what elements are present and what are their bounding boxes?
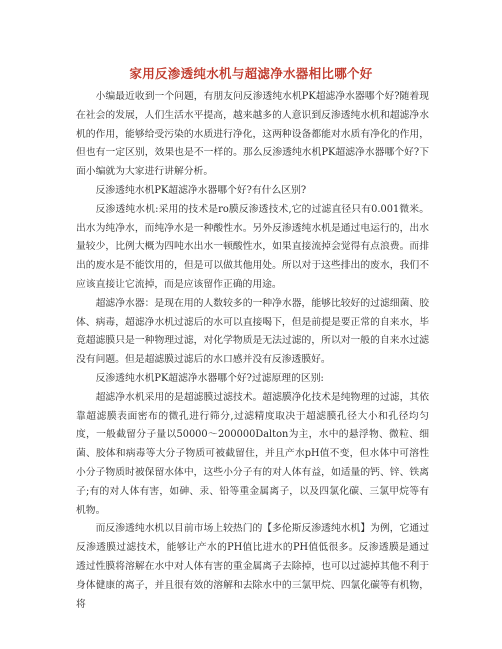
article-title: 家用反渗透纯水机与超滤净水器相比哪个好 (129, 66, 373, 81)
paragraph-ro-principle: 而反渗透纯水机以目前市场上较热门的【多伦斯反渗透纯水机】为例，它通过反渗透膜过滤技术，能够让产水的PH值比进水的PH值低很多。反渗透膜是通过透过性膜将溶解在水中对人体有害的重金属离子去除掉，也可以过滤掉其他不利于身体健康的离子，并且很有效的溶解和去除水中的三氯甲烷、四氯化碳等有机物，将 (76, 523, 429, 610)
paragraph-question-difference: 反渗透纯水机PK超滤净水器哪个好?有什么区别? (95, 184, 307, 196)
article-body (76, 88, 429, 614)
paragraph-intro: 小编最近收到一个问题，有朋友问反渗透纯水机PK超滤净水器哪个好?随着现在社会的发展，人们生活水平提高，越来越多的人意识到反渗透纯水机和超滤净水机的作用，能够给受污染的水质进行净化，这两种设备都能对水质有净化的作用，但也有一定区别，效果也是不一样的。那么反渗透纯水机PK超滤净水器哪个好?下面小编就为大家进行讲解分析。 (76, 91, 429, 178)
paragraph-uf-purifier: 超滤净水器：是现在用的人数较多的一种净水器，能够比较好的过滤细菌、胶体、病毒，超滤净水机过滤后的水可以直接喝下，但是前提是要正常的自来水，毕竟超滤膜只是一种物理过滤，对化学物质是无法过滤的，所以对一般的自来水过滤没有问题。但是超滤膜过滤后的水口感并没有反渗透膜好。 (76, 297, 429, 366)
paragraph-ro-purifier: 反渗透纯水机:采用的技术是ro膜反渗透技术,它的过滤直径只有0.001微米。出水为纯净水，而纯净水是一种酸性水。另外反渗透纯水机是通过电运行的，出水量较少，比例大概为四吨水出水一顿酸性水，如果直接流掉会觉得有点浪费。而排出的废水是不能饮用的，但是可以做其他用处。所以对于这些排出的废水，我们不应该直接让它流掉，而是应该留作正确的用途。 (76, 203, 429, 290)
paragraph-question-principle: 反渗透纯水机PK超滤净水器哪个好?过滤原理的区别: (95, 372, 324, 384)
paragraph-uf-principle: 超滤净水机采用的是超滤膜过滤技术。超滤膜净化技术是纯物理的过滤，其依靠超滤膜表面密布的微孔进行筛分,过滤精度取决于超滤膜孔径大小和孔径均匀度，一般截留分子量以50000～200000Dalton为主，水中的悬浮物、微粒、细菌、胶体和病毒等大分子物质可被截留住，并且产水pH值不变，但水体中可溶性小分子物质时被保留水体中，这些小分子有的对人体有益，如适量的钙、锌、铁离子;有的对人体有害，如砷、汞、铅等重金属离子，以及四氯化碳、三氯甲烷等有机物。 (76, 391, 429, 516)
